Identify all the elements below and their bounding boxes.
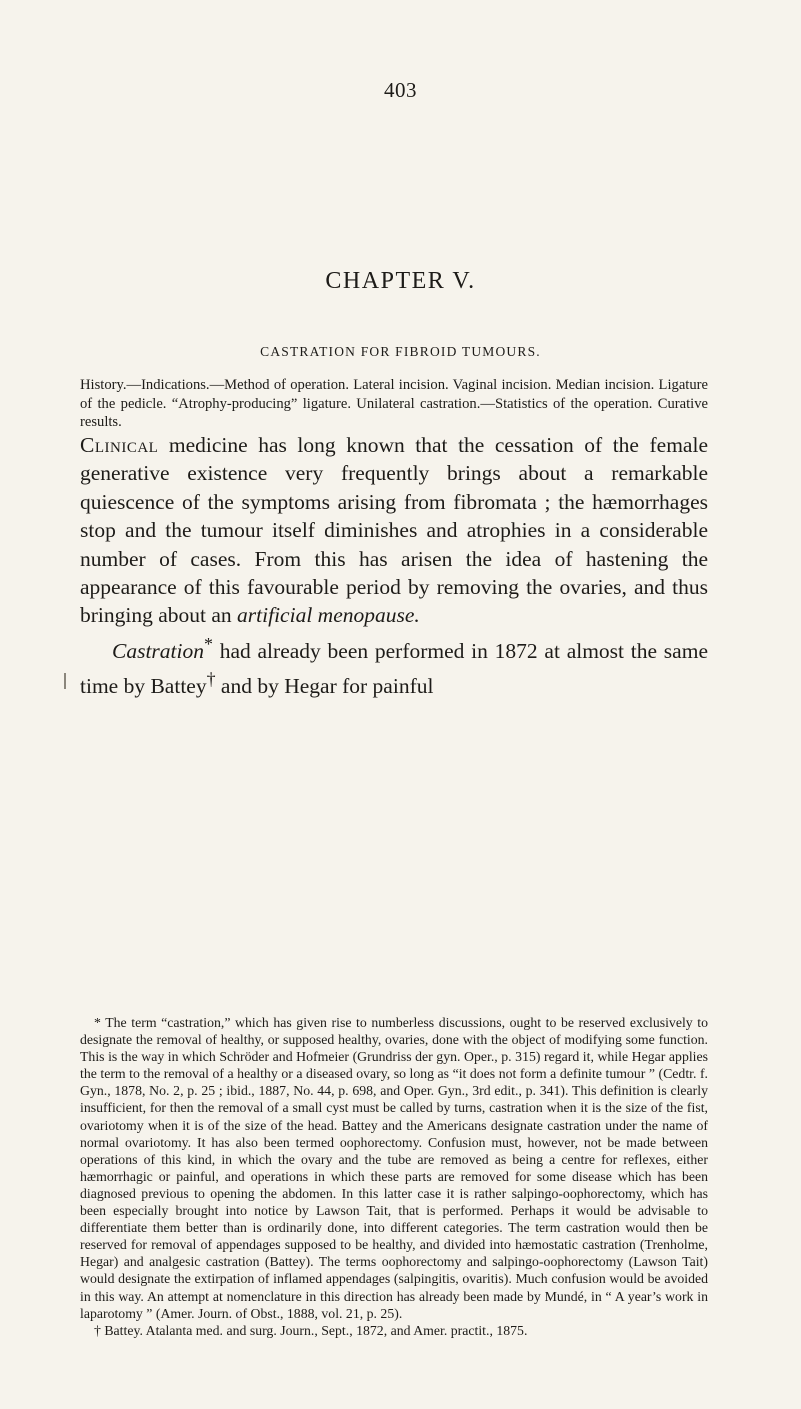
paragraph-lead-word: Clinical	[80, 433, 159, 457]
footnote-dagger	[80, 1322, 708, 1339]
footnote-ref-star: *	[204, 633, 213, 654]
footnote-ref-dagger: †	[206, 669, 216, 690]
margin-mark	[64, 673, 66, 689]
paragraph-castration	[80, 630, 708, 701]
paragraph-castration-italic: Castration	[112, 639, 204, 663]
body-text	[80, 431, 708, 701]
page-number: 403	[384, 78, 417, 102]
footnote-star-text: The term “castration,” which has given rise to numberless discussions, ought to be reserved exclusively to designate the removal of healthy, or supposed healthy, ovaries, done with the object of modifying some function. This is the way in which Schröder and Hofmeier (Grundriss der gyn. Oper., p. 315) regard it, while Hegar applies the term to the removal of a healthy or a diseased ovary, so long as “it does not form a definite tumour ” (Cedtr. f. Gyn., 1878, No. 2, p. 25 ; ibid., 1887, No. 44, p. 698, and Oper. Gyn., 3rd edit., p. 341). This definition is clearly insufficient, for then the removal of a small cyst must be called by turns, castration when it is the size of the fist, ovariotomy when it is of the size of the head. Battey and the Americans designate castration under the name of normal ovariotomy. It has also been termed oophorectomy. Confusion must, however, not be made between operations of this kind, in which the ovary and the tube are removed as being a centre for reflexes, either hæmorrhagic or painful, and operations in which these parts are removed for some disease which has been diagnosed previous to opening the abdomen. In this latter case it is rather salpingo-oophorectomy, which has been especially brought into notice by Lawson Tait, that is performed. Perhaps it would be advisable to differentiate them better than is ordinarily done, into different categories. The term castration would then be reserved for removal of appendages supposed to be healthy, and divided into hæmostatic castration (Trenholme, Hegar) and analgesic castration (Battey). The terms oophorectomy and salpingo-oophorectomy (Lawson Tait) would designate the extirpation of inflamed appendages (salpingitis, ovaritis). Much confusion would be avoided in this way. An attempt at nomenclature in this direction has already been made by Mundé, in “ A year’s work in laparotomy ” (Amer. Journ. of Obst., 1888, vol. 21, p. 25).	[80, 1015, 708, 1321]
paragraph-castration-text-a: had already been performed in 1872 at almost the same time by Battey	[80, 639, 708, 699]
footnotes	[80, 1014, 708, 1339]
footnote-star-mark: *	[94, 1015, 101, 1030]
footnote-dagger-mark: †	[94, 1322, 101, 1338]
paragraph-intro-text: medicine has long known that the cessation of the female generative existence very frequently brings about a remarkable quiescence of the symptoms arising from fibromata ; the hæmorrhages stop and the tumour itself diminishes and atrophies in a considerable number of cases. From this has arisen the idea of hastening the appearance of this favourable period by removing the ovaries, and thus bringing about an	[80, 433, 708, 628]
chapter-subtitle: CASTRATION FOR FIBROID TUMOURS.	[260, 344, 541, 359]
paragraph-castration-text-b: and by Hegar for painful	[215, 674, 434, 699]
paragraph-intro	[80, 431, 708, 630]
chapter-synopsis: History.—Indications.—Method of operation. Lateral incision. Vaginal incision. Median incision. Ligature of the pedicle. “Atrophy-producing” ligature. Unilateral castration.—Statistics of the operation. Curative results.	[80, 377, 708, 430]
paragraph-intro-italic: artificial menopause.	[237, 603, 420, 628]
chapter-title: CHAPTER V.	[325, 268, 476, 294]
footnote-star	[80, 1014, 708, 1322]
footnote-dagger-text: Battey. Atalanta med. and surg. Journ., Sept., 1872, and Amer. practit., 1875.	[104, 1322, 528, 1338]
